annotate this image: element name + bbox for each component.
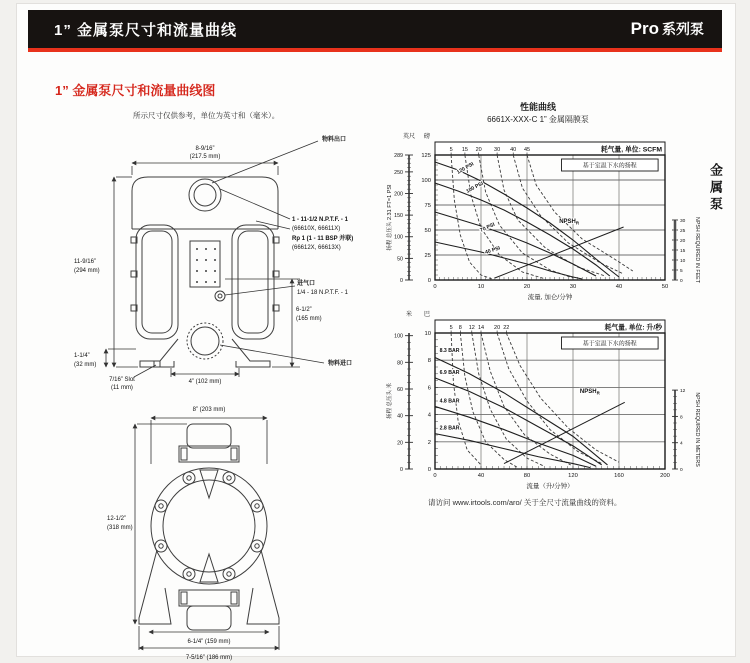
x-tick-label: 200 (660, 473, 670, 479)
curve-label: 40 PSI (484, 245, 502, 256)
left-axis-rotated-label: 扬程 总压头 米 (387, 382, 393, 420)
x-tick-label: 0 (433, 473, 437, 479)
npsh-tick-label: 25 (680, 229, 686, 234)
performance-subtitle: 6661X-XXX-C 1” 金属隔膜泵 (487, 115, 589, 124)
dim-height-mm-label: (294 mm) (74, 268, 100, 274)
page-title: 1” 金属泵尺寸和流量曲线 (54, 21, 238, 39)
dim-width-label: 8-9/16” (195, 146, 215, 152)
dim-foot-mm-label: (32 mm) (74, 362, 97, 368)
front-dim-base: 7-5/16” (186 mm) (185, 655, 233, 661)
x-tick-label: 0 (433, 284, 437, 290)
product-line-rest: 系列泵 (662, 21, 704, 37)
dim-base-label: 4” (102 mm) (188, 379, 222, 385)
air-tick-label: 14 (477, 325, 485, 331)
air-tick-label: 12 (468, 325, 475, 331)
pump-body-outline (131, 177, 279, 367)
air-inlet-thread: 1/4 - 18 N.P.T.F. - 1 (297, 290, 348, 296)
port-thread-line1: 1 - 11-1/2 N.P.T.F. - 1 (292, 217, 348, 223)
curve-label: 4.8 BAR (439, 398, 460, 405)
y-tick-label: 75 (424, 203, 431, 209)
curve-label: 6.9 BAR (439, 369, 460, 376)
x-tick-label: 30 (569, 284, 577, 290)
pump-side-view-drawing (70, 125, 390, 395)
outer-tick-label: 100 (394, 234, 403, 241)
npsh-tick-label: 0 (680, 279, 683, 284)
dim-height-label: 11-9/16” (74, 259, 96, 265)
port-models-line1: (66610X, 66611X) (292, 226, 341, 232)
dim-side-label: 6-1/2” (296, 307, 312, 313)
outer-tick-label: 0 (400, 278, 403, 284)
y-tick-label: 125 (421, 153, 431, 159)
air-axis-title: 耗气量, 单位: 升/秒 (604, 324, 662, 332)
front-dim-height-mm: (318 mm) (107, 525, 133, 531)
air-curve-40 (513, 155, 623, 274)
npsh-tick-label: 15 (680, 249, 686, 254)
x-tick-label: 120 (568, 473, 578, 479)
x-tick-label: 40 (477, 473, 485, 479)
dim-foot-label: 1-1/4” (74, 353, 90, 359)
performance-title: 性能曲线 (519, 102, 556, 112)
y-tick-label: 2 (427, 439, 431, 446)
dimension-lines-front (135, 418, 279, 650)
y-tick-label: 0 (427, 278, 431, 284)
x-tick-label: 80 (523, 473, 531, 479)
product-line-pro: Pro (630, 19, 659, 38)
product-line-label (631, 19, 704, 39)
npsh-line (504, 402, 625, 463)
y-outer-title: 英尺 (402, 133, 416, 140)
air-curve-22 (506, 333, 619, 462)
y-tick-label: 0 (427, 467, 431, 473)
outer-tick-label: 50 (397, 256, 403, 263)
air-tick-label: 45 (523, 147, 531, 153)
performance-chart-psi (383, 127, 708, 308)
y-tick-label: 4 (427, 412, 431, 419)
air-curve-15 (465, 155, 546, 279)
port-models-line2: (66612X, 66613X) (292, 245, 341, 251)
x-tick-label: 160 (614, 473, 624, 479)
page-header (28, 10, 722, 52)
npsh-tick-label: 8 (680, 415, 683, 421)
air-tick-label: 22 (503, 325, 510, 331)
performance-chart-bar (383, 305, 708, 497)
air-tick-label: 5 (449, 325, 453, 331)
y-tick-label: 25 (424, 253, 431, 259)
curve-label: 2.8 BAR (439, 425, 460, 432)
outer-tick-label: 0 (400, 467, 403, 473)
air-curve-30 (497, 155, 605, 276)
npsh-tick-label: 4 (680, 441, 683, 447)
inlet-label: 物料进口 (328, 361, 353, 367)
legend-note: 基于室温下水的扬程 (582, 341, 637, 348)
curve-40 PSI (435, 242, 582, 279)
air-tick-label: 15 (461, 147, 468, 153)
y-tick-label: 50 (424, 228, 431, 234)
outer-tick-label: 289 (394, 153, 403, 159)
y-inner-title: 磅 (423, 133, 431, 140)
legend-note: 基于室温下水的扬程 (582, 163, 637, 170)
npsh-tick-label: 10 (680, 259, 686, 264)
dim-slot-mm-label: (11 mm) (111, 385, 133, 391)
side-tab-metal-pump: 金属泵 (708, 163, 723, 214)
x-tick-label: 20 (523, 284, 531, 290)
curve-8.3 BAR (435, 357, 608, 464)
npsh-tick-label: 12 (680, 389, 686, 395)
section-title: 1” 金属泵尺寸和流量曲线图 (55, 83, 216, 98)
outer-tick-label: 200 (394, 191, 403, 198)
pump-front-outline (139, 424, 279, 630)
outer-tick-label: 20 (397, 440, 403, 447)
air-curve-12 (472, 333, 544, 466)
air-inlet-label: 进气口 (297, 281, 316, 287)
front-dim-height: 12-1/2” (107, 516, 127, 522)
y-outer-title: 米 (405, 311, 413, 318)
x-axis-title: 流量, 加仑/分钟 (527, 294, 573, 301)
dim-width-mm-label: (217.5 mm) (189, 154, 221, 160)
dimension-note: 所示尺寸仅供参考，单位为英寸和（毫米）。 (133, 111, 280, 120)
front-dim-width: 8” (203 mm) (192, 407, 226, 413)
npsh-tick-label: 20 (680, 239, 686, 244)
air-tick-label: 5 (449, 147, 453, 153)
drawing2-labels (107, 407, 232, 661)
curve-100 PSI (435, 180, 610, 276)
npsh-label: $NPSH_R$ (559, 219, 580, 226)
npsh-label: $NPSH_R$ (579, 388, 600, 396)
y-inner-title: 巴 (423, 311, 431, 318)
y-tick-label: 6 (427, 385, 431, 392)
pump-front-view-drawing (105, 398, 355, 663)
y-tick-label: 100 (421, 178, 431, 184)
npsh-line (495, 227, 624, 278)
y-tick-label: 10 (424, 331, 431, 337)
air-tick-label: 8 (458, 325, 462, 331)
npsh-axis-title: NPSH REQUIRED IN METERS (694, 392, 700, 467)
npsh-tick-label: 0 (680, 468, 683, 473)
left-axis-rotated-label: 扬程 总压头 2.31 FT=1 PSI (387, 184, 393, 251)
air-axis-title: 耗气量, 单位: SCFM (600, 146, 662, 154)
npsh-tick-label: 30 (680, 219, 686, 224)
x-tick-label: 50 (661, 284, 669, 290)
footer-note: 请访问 www.irtools.com/aro/ 关于全尺寸流量曲线的资料。 (428, 498, 622, 507)
outer-tick-label: 150 (394, 213, 403, 220)
x-tick-label: 40 (615, 284, 623, 290)
outer-tick-label: 40 (397, 413, 403, 420)
port-thread-line2: Rp 1 (1 - 11 BSP 并联) (292, 236, 354, 242)
curve-label: 70 PSI (479, 221, 496, 234)
air-tick-label: 20 (494, 325, 501, 331)
npsh-tick-label: 5 (680, 269, 683, 274)
y-tick-label: 8 (427, 358, 431, 365)
front-dim-bolt: 6-1/4” (159 mm) (187, 639, 231, 645)
outer-tick-label: 60 (397, 387, 403, 393)
curve-2.8 BAR (435, 434, 590, 468)
outer-tick-label: 100 (394, 333, 403, 340)
dim-slot-label: 7/16” Slot (109, 377, 135, 383)
curve-label: 8.3 BAR (439, 348, 460, 355)
outer-tick-label: 80 (397, 360, 403, 367)
curve-label: 120 PSI (456, 161, 475, 176)
x-axis-title: 流量（升/分钟） (526, 483, 574, 490)
air-motor-vents (196, 248, 216, 283)
dim-side-mm-label: (165 mm) (296, 316, 322, 322)
x-tick-label: 10 (477, 284, 485, 290)
air-tick-label: 20 (475, 147, 482, 153)
npsh-axis-title: NPSH REQUIRED IN FEET (694, 217, 700, 283)
air-tick-label: 40 (510, 147, 517, 153)
curve-label: 100 PSI (465, 180, 485, 195)
air-tick-label: 30 (494, 147, 501, 153)
outlet-label: 物料出口 (322, 137, 347, 143)
outer-tick-label: 250 (394, 169, 403, 176)
